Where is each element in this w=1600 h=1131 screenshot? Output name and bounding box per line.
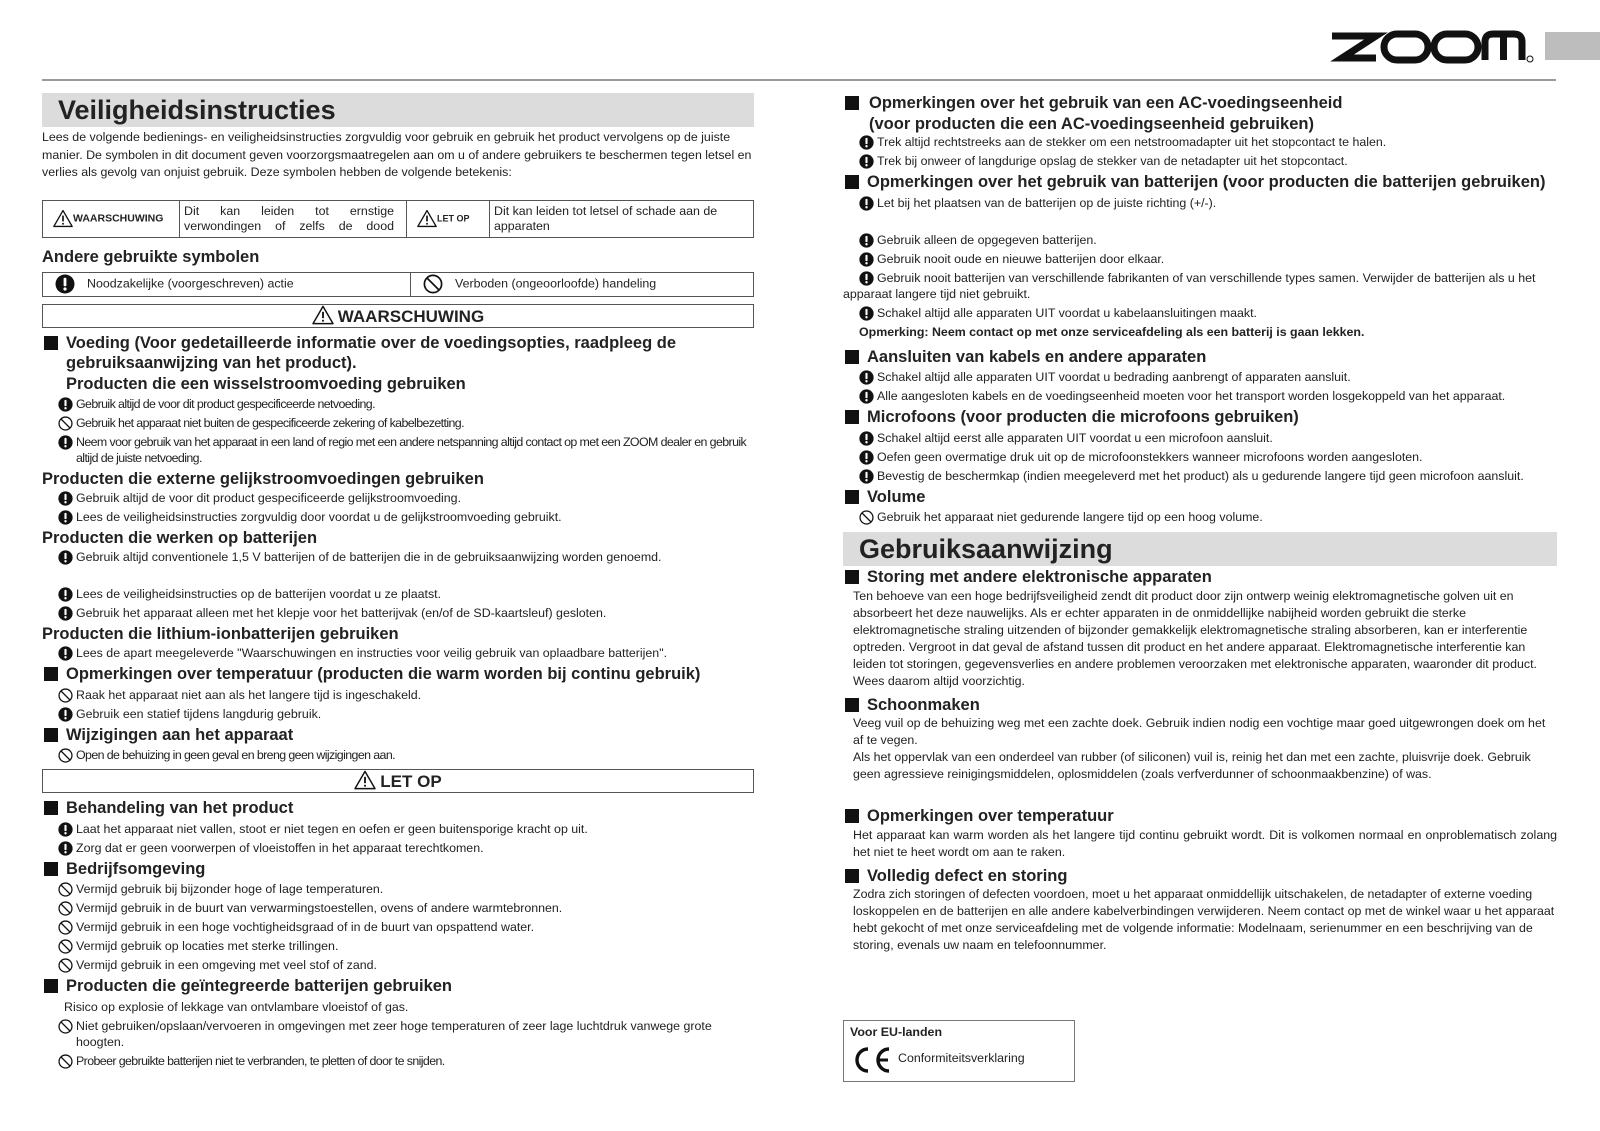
mandatory-action-icon bbox=[859, 196, 874, 211]
mandatory-action-icon bbox=[58, 646, 73, 661]
mandatory-action-icon bbox=[55, 274, 75, 294]
list-item: Vermijd gebruik in een omgeving met veel stof of zand. bbox=[42, 957, 754, 973]
prohibited-icon bbox=[58, 939, 73, 954]
batteries-note: Opmerking: Neem contact op met onze serviceafdeling als een batterij is gaan lekken. bbox=[859, 324, 1365, 339]
mandatory-action-icon bbox=[58, 822, 73, 837]
environment-list bbox=[42, 881, 754, 973]
page-tab bbox=[1545, 32, 1600, 60]
cleaning-text-1: Veeg vuil op de behuizing weg met een zachte doek. Gebruik indien nodig een vochtige maar goed uitgewrongen doek om het af te vegen. bbox=[853, 716, 1546, 747]
list-item: Vermijd gebruik in een hoge vochtigheidsgraad of in de buurt van opspattend water. bbox=[42, 919, 754, 935]
header-divider bbox=[42, 79, 1556, 81]
square-bullet-icon bbox=[44, 667, 58, 681]
usage-title: Gebruiksaanwijzing bbox=[843, 532, 1557, 566]
list-item: Gebruik nooit oude en nieuwe batterijen door elkaar. bbox=[843, 251, 1557, 267]
square-bullet-icon bbox=[845, 809, 859, 823]
square-bullet-icon bbox=[845, 570, 859, 584]
square-bullet-icon bbox=[845, 175, 859, 189]
list-item: Schakel altijd alle apparaten UIT voordat u bedrading aanbrengt of apparaten aansluit. bbox=[843, 369, 1557, 385]
eu-conformity-text: Conformiteitsverklaring bbox=[898, 1051, 1025, 1065]
batteries-title: Opmerkingen over het gebruik van batterijen (voor producten die batterijen gebruiken) bbox=[843, 172, 1557, 193]
left-column bbox=[42, 93, 754, 1072]
list-item: Gebruik altijd de voor dit product gespecificeerde gelijkstroomvoeding. bbox=[42, 490, 754, 506]
prohibited-icon bbox=[58, 958, 73, 973]
square-bullet-icon bbox=[44, 801, 58, 815]
legend-warning-label: WAARSCHUWING bbox=[43, 200, 180, 237]
prohibited-icon bbox=[58, 748, 73, 763]
mandatory-action-icon bbox=[58, 435, 73, 450]
list-item: Trek bij onweer of langdurige opslag de stekker van de netadapter uit het stopcontact. bbox=[843, 153, 1557, 169]
prohibited-icon bbox=[58, 901, 73, 916]
mandatory-action-icon bbox=[859, 233, 874, 248]
integrated-title: Producten die geïntegreerde batterijen gebruiken bbox=[42, 976, 754, 997]
legend-caution-label: LET OP bbox=[407, 200, 490, 237]
list-item: Gebruik altijd de voor dit product gespecificeerde netvoeding. bbox=[42, 396, 754, 412]
modifications-list bbox=[42, 747, 754, 763]
temperature-list bbox=[42, 687, 754, 722]
mandatory-action-icon bbox=[859, 306, 874, 321]
warning-triangle-icon bbox=[417, 209, 437, 228]
square-bullet-icon bbox=[44, 728, 58, 742]
mandatory-action-icon bbox=[859, 271, 874, 286]
list-item: Zorg dat er geen voorwerpen of vloeistoffen in het apparaat terechtkomen. bbox=[42, 840, 754, 856]
mandatory-action-icon bbox=[859, 135, 874, 150]
ac-adapter-title: Opmerkingen over het gebruik van een AC-voedingseenheid (voor producten die een AC-voedingseenheid gebruiken) bbox=[843, 93, 1557, 134]
warning-banner: WAARSCHUWING bbox=[42, 304, 754, 328]
battery-products-list bbox=[42, 549, 754, 621]
list-item: Gebruik nooit batterijen van verschillende fabrikanten of van verschillende types samen. Verwijder de batterijen als u het apparaat langere tijd niet gebruikt. bbox=[843, 270, 1536, 301]
mandatory-action-icon bbox=[58, 841, 73, 856]
lithium-list bbox=[42, 645, 754, 661]
dc-list bbox=[42, 490, 754, 525]
list-item: Trek altijd rechtstreeks aan de stekker om een netstroomadapter uit het stopcontact te halen. bbox=[843, 134, 1557, 150]
temperature-title: Opmerkingen over temperatuur (producten die warm worden bij continu gebruik) bbox=[42, 664, 754, 685]
eu-conformity-box bbox=[843, 1020, 1075, 1082]
list-item: Raak het apparaat niet aan als het langere tijd is ingeschakeld. bbox=[42, 687, 754, 703]
mandatory-action-icon bbox=[859, 450, 874, 465]
prohibited-icon bbox=[58, 688, 73, 703]
ce-mark-icon bbox=[850, 1045, 894, 1075]
mandatory-action-icon bbox=[859, 431, 874, 446]
handling-list bbox=[42, 821, 754, 856]
list-item: Laat het apparaat niet vallen, stoot er niet tegen en oefen er geen buitensporige kracht op uit. bbox=[42, 821, 754, 837]
cables-title: Aansluiten van kabels en andere apparaten bbox=[843, 347, 1557, 368]
list-item: Open de behuizing in geen geval en breng geen wijzigingen aan. bbox=[42, 747, 754, 763]
prohibited-icon bbox=[58, 1019, 73, 1034]
warning-triangle-icon bbox=[312, 305, 334, 325]
prohibited-icon bbox=[58, 920, 73, 935]
legend-caution-text: Dit kan leiden tot letsel of schade aan de apparaten bbox=[490, 200, 754, 237]
handling-title: Behandeling van het product bbox=[42, 798, 754, 819]
volume-list bbox=[843, 509, 1557, 525]
mandatory-action-icon bbox=[859, 389, 874, 404]
list-item: Bevestig de beschermkap (indien meegeleverd met het product) als u gedurende langere tijd geen microfoon aansluit. bbox=[843, 468, 1557, 484]
square-bullet-icon bbox=[845, 698, 859, 712]
other-symbols-title: Andere gebruikte symbolen bbox=[42, 247, 260, 266]
prohibited-icon bbox=[58, 416, 73, 431]
modifications-title: Wijzigingen aan het apparaat bbox=[42, 725, 754, 746]
list-item: Probeer gebruikte batterijen niet te verbranden, te pletten of door te snijden. bbox=[42, 1053, 754, 1069]
integrated-list bbox=[42, 1018, 754, 1069]
list-item: Niet gebruiken/opslaan/vervoeren in omgevingen met zeer hoge temperaturen of zeer lage luchtdruk vanwege grote hoogten. bbox=[42, 1018, 754, 1050]
ac-adapter-list bbox=[843, 134, 1557, 169]
cleaning-title: Schoonmaken bbox=[843, 695, 1557, 716]
warning-triangle-icon bbox=[354, 770, 376, 790]
list-item: Gebruik altijd conventionele 1,5 V batterijen of de batterijen die in de gebruiksaanwijzing worden genoemd. bbox=[42, 549, 754, 565]
usage-temperature-text: Het apparaat kan warm worden als het langere tijd continu gebruikt wordt. Dit is volkomen normaal en onproblematisch zolang het niet te heet wordt om aan te raken. bbox=[853, 827, 1557, 859]
square-bullet-icon bbox=[845, 410, 859, 424]
volume-title: Volume bbox=[843, 487, 1557, 508]
mandatory-action-icon bbox=[58, 397, 73, 412]
caution-banner: LET OP bbox=[42, 769, 754, 793]
prohibited-symbol-cell: Verboden (ongeoorloofde) handeling bbox=[411, 272, 754, 296]
other-symbols-table bbox=[42, 272, 754, 297]
list-item: Alle aangesloten kabels en de voedingseenheid moeten voor het transport worden losgekoppeld van het apparaat. bbox=[843, 388, 1557, 404]
list-item: Schakel altijd alle apparaten UIT voordat u kabelaansluitingen maakt. bbox=[843, 305, 1557, 321]
square-bullet-icon bbox=[845, 490, 859, 504]
right-column bbox=[843, 93, 1557, 954]
mandatory-action-icon bbox=[859, 469, 874, 484]
cables-list bbox=[843, 369, 1557, 404]
square-bullet-icon bbox=[44, 979, 58, 993]
microphones-title: Microfoons (voor producten die microfoons gebruiken) bbox=[843, 407, 1557, 428]
square-bullet-icon bbox=[845, 350, 859, 364]
warning-triangle-icon bbox=[53, 209, 73, 228]
defect-text: Zodra zich storingen of defecten voordoen, moet u het apparaat onmiddellijk uitschakelen, de netadapter of externe voeding loskoppelen en de batterijen en alle andere kabelverbindingen verwijderen. Neem contact op met de winkel waar u het apparaat hebt gekocht of met onze serviceafdeling met de volgende informatie: Modelnaam, serienummer en een beschrijving van de storing, evenals uw naam en telefoonnummer. bbox=[853, 887, 1555, 952]
list-item: Lees de veiligheidsinstructies op de batterijen voordat u ze plaatst. bbox=[42, 586, 754, 602]
symbol-legend bbox=[42, 200, 754, 238]
mandatory-action-icon bbox=[58, 707, 73, 722]
list-item: Lees de apart meegeleverde "Waarschuwingen en instructies voor veilig gebruik van oplaadbare batterijen". bbox=[42, 645, 754, 661]
legend-warning-text: Dit kan leiden tot ernstige verwondingen of zelfs de dood bbox=[180, 200, 407, 237]
prohibited-icon bbox=[859, 510, 874, 525]
interference-title: Storing met andere elektronische apparaten bbox=[843, 567, 1557, 588]
list-item: Let bij het plaatsen van de batterijen op de juiste richting (+/-). bbox=[843, 195, 1557, 211]
list-item: Oefen geen overmatige druk uit op de microfoonstekkers wanneer microfoons worden aangesloten. bbox=[843, 449, 1557, 465]
mandatory-action-icon bbox=[58, 510, 73, 525]
prohibited-icon bbox=[58, 1054, 73, 1069]
safety-title: Veiligheidsinstructies bbox=[42, 93, 754, 127]
square-bullet-icon bbox=[44, 862, 58, 876]
defect-title: Volledig defect en storing bbox=[843, 866, 1557, 887]
zoom-logo-icon bbox=[1328, 28, 1538, 66]
list-item: Gebruik het apparaat niet buiten de gespecificeerde zekering of kabelbezetting. bbox=[42, 415, 754, 431]
list-item: Gebruik een statief tijdens langdurig gebruik. bbox=[42, 706, 754, 722]
mandatory-action-icon bbox=[859, 370, 874, 385]
square-bullet-icon bbox=[845, 96, 859, 110]
usage-temperature-title: Opmerkingen over temperatuur bbox=[843, 806, 1557, 827]
battery-products-title: Producten die werken op batterijen bbox=[42, 529, 318, 547]
interference-text: Ten behoeve van een hoge bedrijfsveiligheid zendt dit product door zijn ontwerp weinig elektromagnetische golven uit en absorbeert het deze nauwelijks. Als er echter apparaten in de onmiddellijke nabijheid worden gebruikt die sterke elektromagnetische straling uitzenden of bijzonder gemakkelijk elektromagnetische straling absorberen, kan er interferentie optreden. Vergroot in dat geval de afstand tussen dit product en het andere apparaat. Elektromagnetische interferentie kan leiden tot storingen, gegevensverlies en andere problemen veroorzaken met elektronische apparaten, waaronder dit product. Wees daarom altijd voorzichtig. bbox=[853, 588, 1537, 688]
mandatory-action-icon bbox=[859, 252, 874, 267]
power-title: Voeding (Voor gedetailleerde informatie over de voedingsopties, raadpleeg de gebruiksaanwijzing van het product). Producten die een wisselstroomvoeding gebruiken bbox=[42, 333, 754, 395]
batteries-list bbox=[843, 195, 1557, 321]
safety-intro: Lees de volgende bedienings- en veiligheidsinstructies zorgvuldig voor gebruik en gebruik het product vervolgens op de juiste manier. De symbolen in dit document geven voorzorgsmaatregelen aan om u of andere gebruikers te beschermen tegen letsel en verlies als gevolg van onjuist gebruik. Deze symbolen hebben de volgende betekenis: bbox=[42, 130, 752, 179]
dc-title: Producten die externe gelijkstroomvoedingen gebruiken bbox=[42, 470, 484, 488]
square-bullet-icon bbox=[44, 336, 58, 350]
cleaning-text-2: Als het oppervlak van een onderdeel van rubber (of siliconen) vuil is, reinig het dan met een zachte, pluisvrije doek. Gebruik geen agressieve reinigingsmiddelen, oplosmiddelen (zoals verfverdunner of schoonmaakbenzine) of was. bbox=[853, 750, 1531, 781]
mandatory-action-icon bbox=[58, 550, 73, 565]
square-bullet-icon bbox=[845, 869, 859, 883]
list-item: Vermijd gebruik bij bijzonder hoge of lage temperaturen. bbox=[42, 881, 754, 897]
list-item: Schakel altijd eerst alle apparaten UIT voordat u een microfoon aansluit. bbox=[843, 430, 1557, 446]
environment-title: Bedrijfsomgeving bbox=[42, 859, 754, 880]
mandatory-symbol-cell: Noodzakelijke (voorgeschreven) actie bbox=[43, 272, 411, 296]
mandatory-action-icon bbox=[58, 587, 73, 602]
power-list bbox=[42, 396, 754, 466]
list-item: Lees de veiligheidsinstructies zorgvuldig door voordat u de gelijkstroomvoeding gebruikt. bbox=[42, 509, 754, 525]
integrated-risk: Risico op explosie of lekkage van ontvlambare vloeistof of gas. bbox=[64, 999, 409, 1014]
list-item: Gebruik het apparaat alleen met het klepje voor het batterijvak (en/of de SD-kaartsleuf) gesloten. bbox=[42, 605, 754, 621]
list-item: Gebruik alleen de opgegeven batterijen. bbox=[843, 232, 1557, 248]
mandatory-action-icon bbox=[58, 606, 73, 621]
prohibited-icon bbox=[58, 882, 73, 897]
list-item: Vermijd gebruik op locaties met sterke trillingen. bbox=[42, 938, 754, 954]
mandatory-action-icon bbox=[859, 154, 874, 169]
mandatory-action-icon bbox=[58, 491, 73, 506]
eu-title: Voor EU-landen bbox=[850, 1025, 943, 1039]
prohibited-icon bbox=[423, 274, 443, 294]
list-item: Gebruik het apparaat niet gedurende langere tijd op een hoog volume. bbox=[843, 509, 1557, 525]
list-item: Neem voor gebruik van het apparaat in een land of regio met een andere netspanning altijd contact op met een ZOOM dealer en gebruik altijd de juiste netvoeding. bbox=[42, 434, 754, 466]
lithium-title: Producten die lithium-ionbatterijen gebruiken bbox=[42, 625, 399, 643]
microphones-list bbox=[843, 430, 1557, 484]
list-item: Vermijd gebruik in de buurt van verwarmingstoestellen, ovens of andere warmtebronnen. bbox=[42, 900, 754, 916]
